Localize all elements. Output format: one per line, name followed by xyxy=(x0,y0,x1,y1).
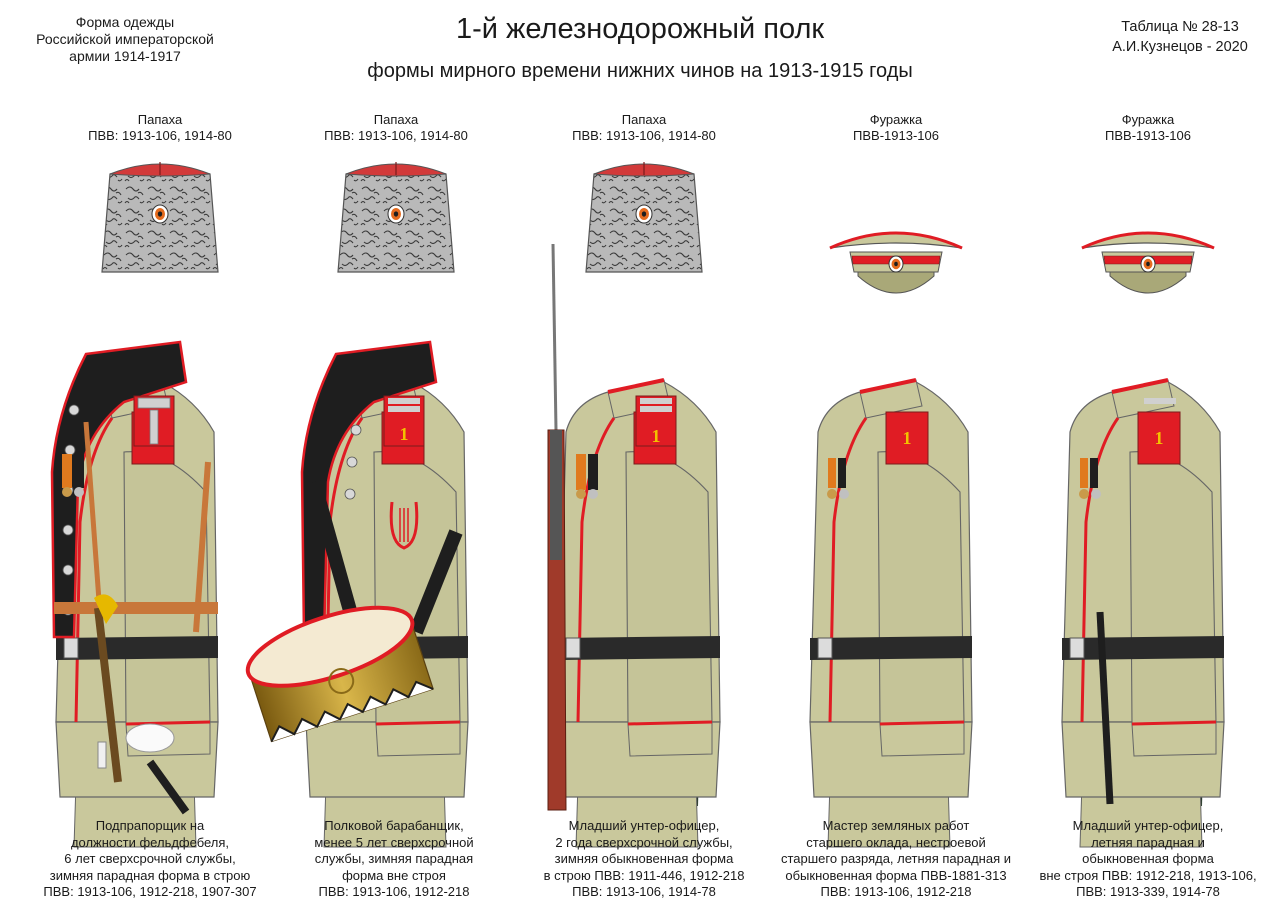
table-number: Таблица № 28-13 xyxy=(1121,19,1239,35)
figure-4-earthworks-master xyxy=(810,380,972,847)
page-subtitle: формы мирного времени нижних чинов на 1913-1915 годы xyxy=(367,60,913,82)
page-title: 1-й железнодорожный полк xyxy=(455,13,825,45)
caption-line: форма вне строя xyxy=(342,867,446,883)
caption-line: в строю ПВВ: 1911-446, 1912-218 xyxy=(543,867,745,883)
strap-number: 1 xyxy=(1154,428,1164,448)
caption-line: обыкновенная форма ПВВ-1881-313 xyxy=(785,867,1007,883)
figure-3-junior-nco xyxy=(558,380,720,847)
caption-figure-2 xyxy=(266,818,522,901)
strap-number: 1 xyxy=(902,428,912,448)
headgear-ref: ПВВ: 1913-106, 1914-80 xyxy=(88,128,232,143)
caption-line: вне строя ПВВ: 1912-218, 1913-106, xyxy=(1039,867,1257,883)
caption-line: зимняя обыкновенная форма xyxy=(554,851,734,866)
caption-line: службы, зимняя парадная xyxy=(314,851,474,866)
caption-line: ПВВ: 1913-106, 1912-218, 1907-307 xyxy=(43,884,257,899)
figure-2-drummer xyxy=(302,342,468,847)
caption-line: старшего разряда, летняя парадная и xyxy=(780,851,1011,866)
author-credit: А.И.Кузнецов - 2020 xyxy=(1112,39,1248,55)
caption-line: должности фельдфебеля, xyxy=(70,834,230,850)
peaked-cap-icon xyxy=(1082,233,1214,293)
caption-line: 6 лет сверхсрочной службы, xyxy=(64,851,236,866)
peaked-cap-icon xyxy=(830,233,962,293)
strap-number: 1 xyxy=(651,426,661,446)
caption-line: ПВВ: 1913-339, 1914-78 xyxy=(1076,884,1220,899)
caption-line: менее 5 лет сверхсрочной xyxy=(314,834,474,850)
figure-1-sub-ensign xyxy=(52,342,218,847)
strap-number: 1 xyxy=(399,424,409,444)
caption-figure-5 xyxy=(1020,818,1276,901)
caption-figure-1 xyxy=(22,818,278,901)
caption-figure-3 xyxy=(516,818,772,901)
headgear-name: Папаха xyxy=(373,112,419,127)
caption-figure-4 xyxy=(768,818,1024,901)
caption-line: ПВВ: 1913-106, 1912-218 xyxy=(820,884,972,899)
series-title-line1: Форма одежды xyxy=(75,14,175,30)
caption-line: 2 года сверхсрочной службы, xyxy=(555,834,733,850)
figure-5-junior-nco-summer xyxy=(1062,380,1224,847)
headgear-ref: ПВВ-1913-106 xyxy=(853,128,939,143)
caption-line: Мастер земляных работ xyxy=(822,818,970,833)
papakha-icon xyxy=(338,162,454,272)
caption-line: летняя парадная и xyxy=(1091,834,1205,850)
caption-line: Полковой барабанщик, xyxy=(324,818,464,833)
headgear-name: Папаха xyxy=(137,112,183,127)
headgear-ref: ПВВ-1913-106 xyxy=(1105,128,1191,143)
caption-line: обыкновенная форма xyxy=(1082,851,1214,866)
caption-line: ПВВ: 1913-106, 1912-218 xyxy=(318,884,470,899)
caption-line: Младший унтер-офицер, xyxy=(568,818,720,833)
caption-line: ПВВ: 1913-106, 1914-78 xyxy=(572,884,716,899)
caption-line: зимняя парадная форма в строю xyxy=(49,867,251,883)
headgear-name: Фуражка xyxy=(869,112,923,127)
papakha-icon xyxy=(102,162,218,272)
headgear-ref: ПВВ: 1913-106, 1914-80 xyxy=(572,128,716,143)
caption-line: старшего оклада, нестроевой xyxy=(806,834,986,850)
rifle-with-bayonet xyxy=(548,244,566,810)
series-title-line2: Российской императорской xyxy=(36,31,214,47)
headgear-name: Фуражка xyxy=(1121,112,1175,127)
caption-line: Подпрапорщик на xyxy=(95,818,205,833)
headgear-ref: ПВВ: 1913-106, 1914-80 xyxy=(324,128,468,143)
headgear-name: Папаха xyxy=(621,112,667,127)
caption-line: Младший унтер-офицер, xyxy=(1072,818,1224,833)
series-title-line3: армии 1914-1917 xyxy=(69,48,181,64)
papakha-icon xyxy=(586,162,702,272)
